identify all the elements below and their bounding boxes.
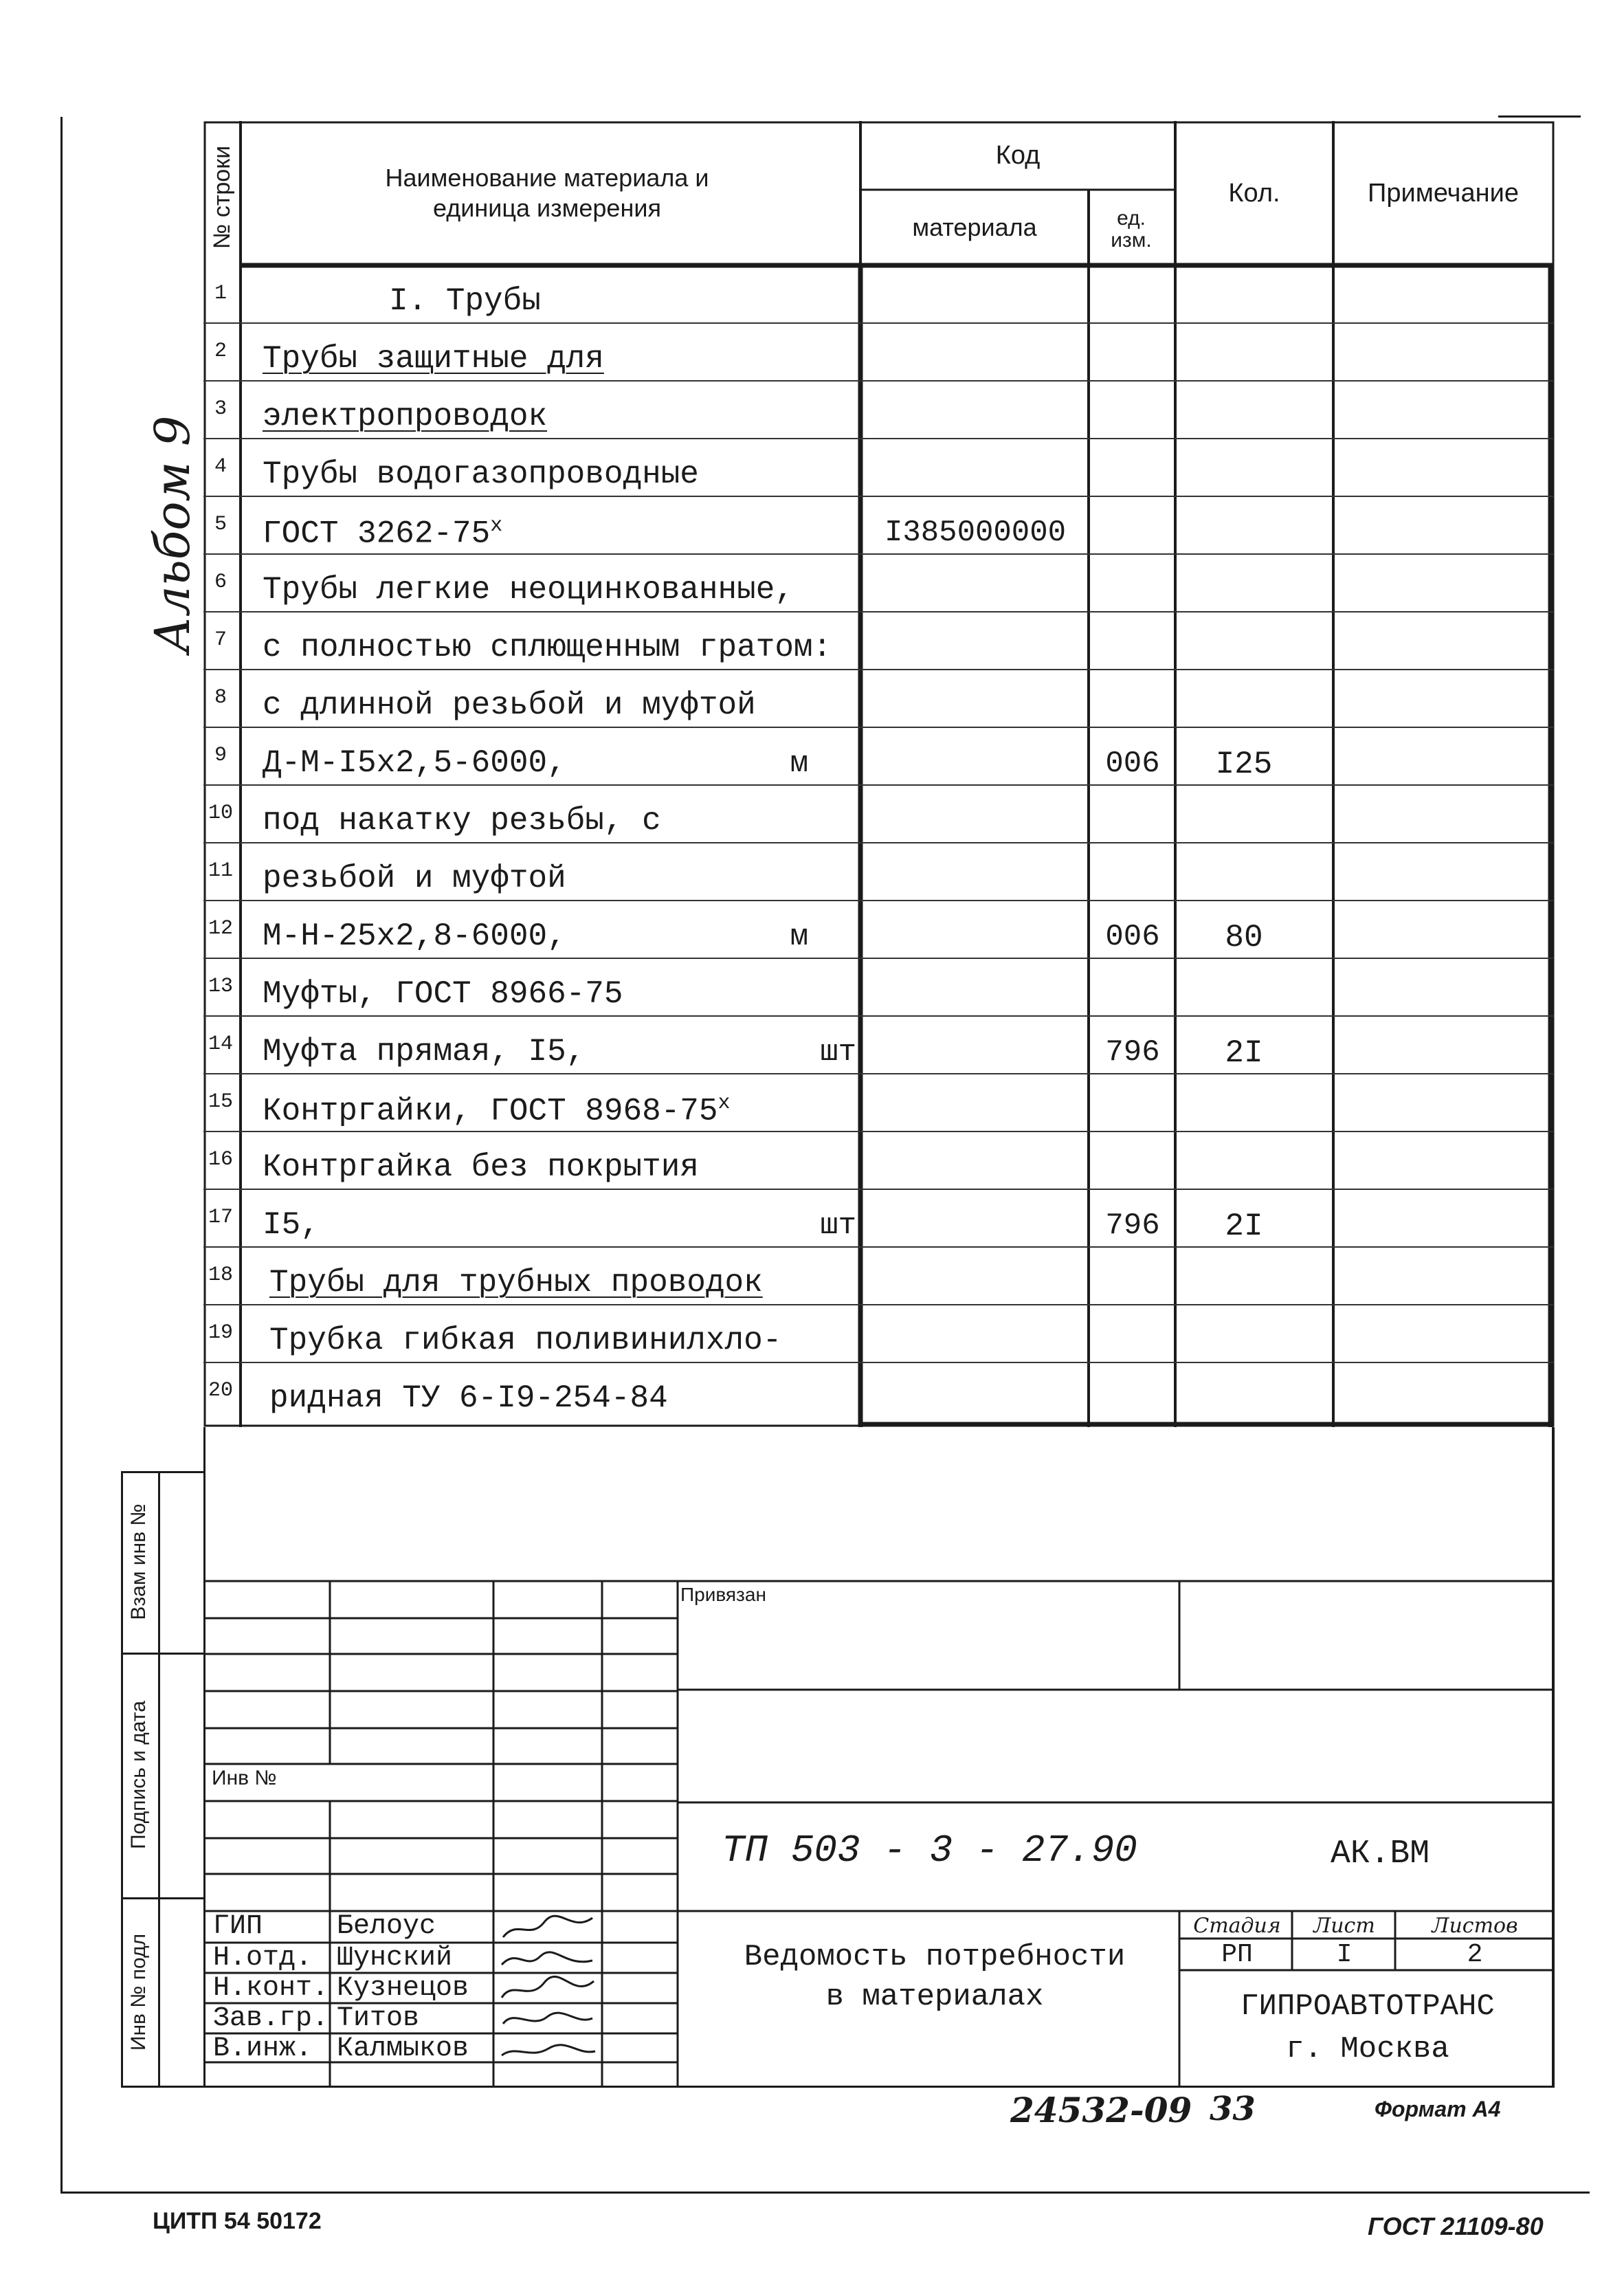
header-qty: Кол. [1228, 179, 1280, 208]
header-code: Код [995, 141, 1041, 170]
row-unit: м [790, 747, 808, 781]
row-text: под накатку резьбы, с [263, 803, 661, 839]
frame-bottom-border [60, 2192, 1590, 2194]
row-number: 5 [214, 513, 227, 536]
page-number: 33 [1210, 2090, 1256, 2128]
person-role: В.инж. [213, 2033, 313, 2064]
row-number: 17 [208, 1206, 233, 1229]
side-label-vzam: Взам инв № [127, 1503, 150, 1620]
person-role: Н.отд. [213, 1943, 313, 1974]
row-number: 7 [214, 628, 227, 652]
person-role: Н.конт. [213, 1973, 329, 2004]
row-number: 18 [208, 1263, 233, 1287]
row-text-main: Контргайки, ГОСТ 8968-75 [263, 1093, 718, 1129]
materials-table [203, 121, 1555, 1427]
row-number: 20 [208, 1379, 233, 1402]
unit-code: 796 [1105, 1208, 1160, 1243]
stage-value: РП [1221, 1940, 1253, 1969]
row-text: Д-М-I5х2,5-6000, [263, 745, 566, 781]
doc-code: ТП 503 - 3 - 27.90 [722, 1829, 1137, 1873]
frame-top-tick [1498, 115, 1581, 118]
row-text-sup: х [490, 514, 503, 538]
header-row-no: № строки [209, 145, 235, 250]
row-text: Контргайка без покрытия [263, 1149, 699, 1185]
row-number: 3 [214, 397, 227, 421]
row-number: 6 [214, 571, 227, 594]
row-text: Трубы для трубных проводок [269, 1265, 763, 1301]
unit-code: 006 [1105, 920, 1160, 954]
row-number: 9 [214, 744, 227, 767]
person-name: Титов [337, 2003, 420, 2034]
row-number: 15 [208, 1090, 233, 1114]
person-role: Зав.гр. [213, 2003, 329, 2034]
archive-number: 24532-09 [1010, 2090, 1192, 2130]
header-code-unit: ед. изм. [1111, 207, 1152, 252]
sheet-label: Лист [1313, 1914, 1375, 1938]
inv-no-label: Инв № [212, 1767, 277, 1789]
signature-titov [496, 2005, 599, 2035]
row-text: Муфта прямая, I5, [263, 1034, 586, 1070]
row-text-main: ГОСТ 3262-75 [263, 516, 491, 552]
row-unit: шт [820, 1035, 856, 1070]
org-city: г. Москва [1286, 2032, 1449, 2066]
header-note: Примечание [1368, 179, 1519, 208]
person-name: Кузнецов [337, 1973, 469, 2004]
person-name: Шунский [337, 1943, 453, 1974]
row-text: резьбой и муфтой [263, 861, 566, 896]
row-number: 2 [214, 340, 227, 363]
side-label-inv-podl: Инв № подл [127, 1933, 150, 2051]
row-number: 19 [208, 1321, 233, 1345]
row-text: с длинной резьбой и муфтой [263, 687, 756, 723]
row-unit: шт [820, 1208, 856, 1243]
row-text: электропроводок [263, 399, 548, 434]
row-number: 13 [208, 975, 233, 998]
quantity: 2I [1225, 1208, 1263, 1244]
row-text [263, 1092, 731, 1129]
row-number: 1 [214, 282, 227, 305]
person-name: Калмыков [337, 2033, 469, 2064]
row-number: 16 [208, 1148, 233, 1171]
signature-kuznetsov [496, 1974, 599, 2005]
row-text-sup: х [718, 1092, 731, 1115]
lower-frame-right [1552, 1427, 1555, 2087]
printer-code: ЦИТП 54 50172 [153, 2208, 322, 2234]
row-text [263, 514, 502, 551]
row-text: Трубы защитные для [263, 341, 604, 377]
side-label-podpis: Подпись и дата [127, 1701, 150, 1849]
row-number: 10 [208, 802, 233, 825]
side-strip-div1 [121, 1653, 205, 1655]
side-strip-mid [158, 1471, 160, 2087]
gost-label: ГОСТ 21109-80 [1368, 2212, 1544, 2240]
row-number: 12 [208, 917, 233, 940]
row-text: с полностью сплющенным гратом: [263, 630, 832, 665]
row-number: 4 [214, 455, 227, 478]
row-number: 8 [214, 686, 227, 709]
side-strip-bottom [121, 2086, 1555, 2088]
frame-left-border [60, 117, 63, 2193]
sheets-value: 2 [1467, 1940, 1483, 1969]
quantity: 2I [1225, 1035, 1263, 1071]
doc-mark: АК.ВМ [1331, 1835, 1430, 1873]
signature-shunsky [496, 1944, 599, 1974]
signature-belous [496, 1912, 599, 1943]
header-code-material: материала [912, 213, 1037, 241]
side-strip-left [121, 1471, 123, 2087]
album-label: Альбом 9 [144, 415, 201, 653]
row-text: I. Трубы [389, 283, 541, 319]
row-unit: м [790, 920, 808, 954]
doc-title-line-2: в материалах [825, 1980, 1044, 2014]
row-number: 11 [208, 859, 233, 883]
header-name: Наименование материала и единица измерения [385, 164, 709, 222]
quantity: I25 [1215, 747, 1273, 782]
row-text: Трубка гибкая поливинилхло- [269, 1323, 782, 1358]
format-label: Формат А4 [1375, 2097, 1501, 2121]
sheet-value: I [1336, 1940, 1353, 1969]
org-name: ГИПРОАВТОТРАНС [1241, 1989, 1495, 2024]
privyazan-label: Привязан [680, 1584, 766, 1605]
row-text: Трубы легкие неоцинкованные, [263, 572, 794, 608]
material-code: I385000000 [884, 516, 1067, 550]
person-name: Белоус [337, 1911, 436, 1942]
lower-frame-left [203, 1427, 205, 2087]
signature-kalmykov [496, 2035, 599, 2065]
sheets-label: Листов [1432, 1914, 1518, 1938]
stage-label: Стадия [1193, 1914, 1281, 1938]
row-text: I5, [263, 1207, 320, 1243]
person-role: ГИП [213, 1911, 263, 1942]
row-text: Трубы водогазопроводные [263, 456, 699, 492]
unit-code: 006 [1105, 747, 1160, 781]
side-strip-div2 [121, 1897, 205, 1899]
doc-title-line-1: Ведомость потребности [744, 1940, 1126, 1974]
quantity: 80 [1225, 920, 1263, 956]
row-number: 14 [208, 1033, 233, 1056]
row-text: Муфты, ГОСТ 8966-75 [263, 976, 623, 1012]
side-strip-top [121, 1471, 205, 1473]
row-text: М-Н-25х2,8-6000, [263, 918, 566, 954]
row-text: ридная ТУ 6-I9-254-84 [269, 1380, 668, 1416]
unit-code: 796 [1105, 1035, 1160, 1070]
